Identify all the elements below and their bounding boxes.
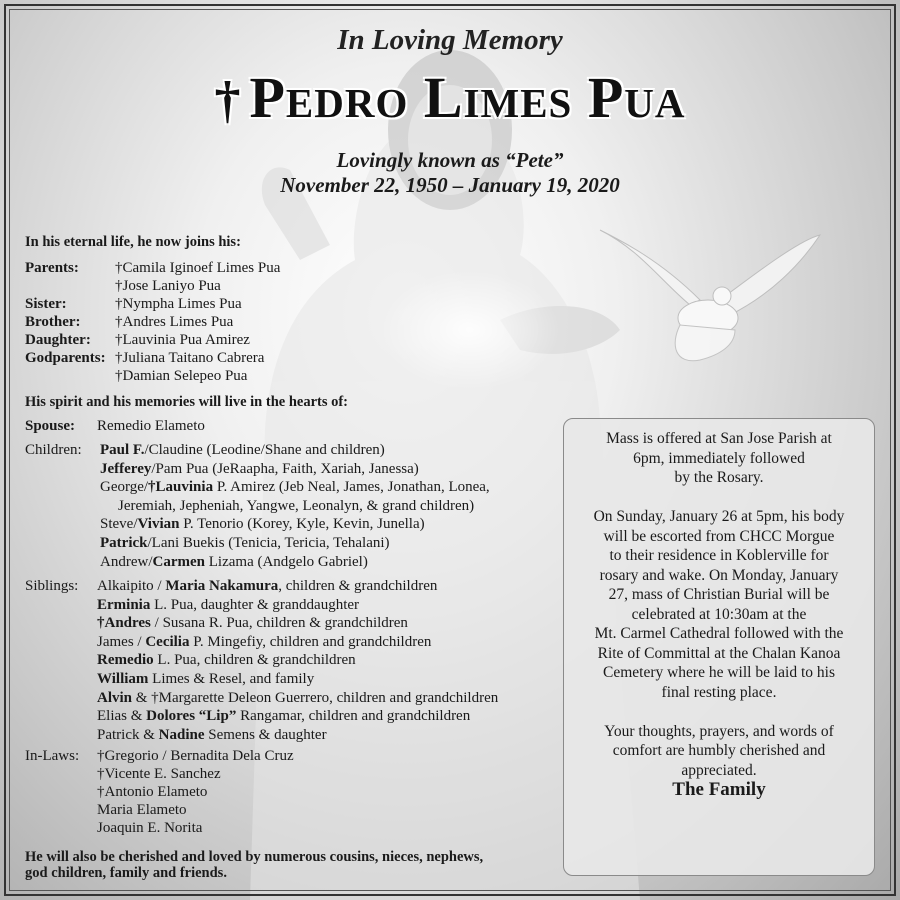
mass-para-2-line-3: to their residence in Koblerville for	[609, 547, 829, 564]
mass-para-2-line-5: 27, mass of Christian Burial will be	[608, 586, 830, 603]
spouse-name: Remedio Elameto	[97, 418, 205, 434]
daughter-label: Daughter:	[25, 332, 91, 348]
inlaw-2: †Vicente E. Sanchez	[97, 766, 221, 782]
mass-para-2-line-1: On Sunday, January 26 at 5pm, his body	[593, 508, 845, 525]
sibling-detail: Semens & daughter	[204, 726, 327, 743]
sibling-prefix: James /	[97, 633, 146, 650]
child-highlight-name: Carmen	[152, 553, 205, 570]
mass-para-3-line-2: comfort are humbly cherished and	[612, 742, 826, 759]
child-row	[100, 478, 490, 496]
child-highlight-name: †Lauvinia	[148, 479, 214, 496]
closing-line-1: He will also be cherished and loved by numerous cousins, nieces, nephews,	[25, 849, 484, 865]
mass-para-3-line-3: appreciated.	[681, 761, 757, 779]
child-detail: Jeremiah, Jepheniah, Yangwe, Leonalyn, & grand children)	[118, 497, 475, 514]
mass-para-2-line-4: rosary and wake. On Monday, January	[599, 566, 839, 584]
deceased-name-text: Pedro Limes Pua	[249, 65, 686, 130]
child-detail: /Claudine (Leodine/Shane and children)	[144, 442, 385, 458]
child-detail: P. Amirez (Jeb Neal, James, Jonathan, Lonea,	[213, 479, 490, 496]
nickname-line: Lovingly known as “Pete”	[336, 148, 564, 172]
child-detail: P. Tenorio (Korey, Kyle, Kevin, Junella)	[179, 516, 425, 533]
godparents-row	[25, 349, 264, 367]
sibling-highlight-name: Maria Nakamura	[165, 578, 279, 594]
sibling-detail: P. Mingefiy, children and grandchildren	[189, 633, 432, 650]
sibling-detail: L. Pua, daughter & granddaughter	[150, 596, 360, 613]
spouse-row	[25, 417, 205, 435]
sibling-prefix: Alkaipito /	[97, 578, 166, 594]
sibling-highlight-name: Remedio	[97, 652, 154, 669]
sibling-detail: L. Pua, children & grandchildren	[153, 652, 356, 669]
child-detail: /Lani Buekis (Tenicia, Tericia, Tehalani)	[147, 535, 390, 551]
child-row	[100, 460, 419, 478]
life-dates: November 22, 1950 – January 19, 2020	[280, 173, 620, 197]
sibling-row	[97, 670, 314, 688]
child-prefix: Steve/	[100, 516, 138, 533]
brother-name: †Andres Limes Pua	[115, 314, 234, 330]
child-prefix: Andrew/	[100, 553, 153, 570]
cross-icon: †	[214, 72, 242, 129]
sister-name: †Nympha Limes Pua	[115, 296, 242, 312]
sibling-row	[97, 577, 437, 595]
sibling-prefix: Elias &	[97, 708, 147, 725]
sibling-highlight-name: William	[97, 671, 149, 687]
daughter-name: †Lauvinia Pua Amirez	[115, 332, 250, 348]
family-signoff: The Family	[672, 779, 766, 800]
godparent-1: †Juliana Taitano Cabrera	[115, 350, 265, 366]
godparents-label: Godparents:	[25, 350, 106, 366]
child-prefix: George/	[100, 479, 149, 496]
deceased-name	[0, 64, 900, 131]
inlaw-4: Maria Elameto	[97, 802, 187, 818]
daughter-row	[25, 331, 250, 349]
in-loving-memory-title: In Loving Memory	[337, 24, 563, 56]
child-row	[100, 534, 390, 552]
sibling-row	[97, 689, 498, 707]
godparent-2: †Damian Selepeo Pua	[115, 368, 248, 384]
sibling-prefix: Patrick &	[97, 726, 159, 743]
sibling-row	[97, 707, 470, 725]
spouse-label: Spouse:	[25, 418, 76, 434]
sibling-detail: Limes & Resel, and family	[148, 671, 315, 687]
child-highlight-name: Paul F.	[100, 442, 145, 458]
mass-para-2-line-9: Cemetery where he will be laid to his	[602, 664, 835, 681]
mass-para-2-line-7: Mt. Carmel Cathedral followed with the	[594, 625, 844, 642]
sibling-highlight-name: †Andres	[97, 615, 151, 632]
mass-para-2-line-10: final resting place.	[661, 683, 777, 701]
siblings-label: Siblings:	[25, 578, 79, 594]
child-highlight-name: Vivian	[137, 516, 180, 533]
brother-label: Brother:	[25, 314, 81, 330]
service-info-box	[563, 418, 875, 876]
child-row	[118, 497, 474, 515]
child-highlight-name: Patrick	[100, 535, 148, 551]
brother-row	[25, 313, 233, 331]
sibling-row	[97, 614, 408, 632]
sibling-row	[97, 651, 356, 669]
child-row	[100, 441, 385, 459]
sibling-row	[97, 726, 327, 744]
sibling-highlight-name: Alvin	[97, 689, 133, 706]
parents-row	[25, 259, 280, 277]
mass-para-2-line-6: celebrated at 10:30am at the	[631, 605, 807, 623]
sister-label: Sister:	[25, 296, 67, 312]
children-label: Children:	[25, 442, 82, 458]
memories-heading: His spirit and his memories will live in the hearts of:	[25, 394, 349, 410]
eternal-heading: In his eternal life, he now joins his:	[25, 234, 241, 250]
mass-para-1-line-2: 6pm, immediately followed	[633, 449, 805, 467]
inlaw-1: †Gregorio / Bernadita Dela Cruz	[97, 748, 294, 764]
mass-para-3-line-1: Your thoughts, prayers, and words of	[604, 722, 834, 740]
parents-label: Parents:	[25, 260, 79, 276]
sibling-detail: , children & grandchildren	[278, 578, 438, 594]
mass-para-1-line-3: by the Rosary.	[674, 469, 764, 486]
sibling-detail: Rangamar, children and grandchildren	[236, 708, 471, 725]
child-detail: /Pam Pua (JeRaapha, Faith, Xariah, Janessa)	[151, 460, 419, 477]
child-detail: Lizama (Andgelo Gabriel)	[205, 553, 368, 570]
child-row	[100, 553, 368, 571]
sibling-row	[97, 633, 431, 651]
child-highlight-name: Jefferey	[100, 460, 152, 477]
sibling-detail: / Susana R. Pua, children & grandchildren	[150, 615, 408, 632]
mass-para-2-line-2: will be escorted from CHCC Morgue	[603, 527, 835, 545]
sibling-detail: & †Margarette Deleon Guerrero, children and grandchildren	[132, 689, 499, 706]
child-row	[100, 515, 425, 533]
inlaws-label: In-Laws:	[25, 748, 80, 764]
sister-row	[25, 295, 242, 313]
sibling-row	[97, 596, 359, 614]
sibling-highlight-name: Dolores “Lip”	[146, 708, 237, 725]
mass-para-2-line-8: Rite of Committal at the Chalan Kanoa	[597, 644, 841, 662]
dove-icon	[600, 230, 820, 361]
parent-1: †Camila Iginoef Limes Pua	[115, 260, 281, 276]
sibling-highlight-name: Nadine	[158, 726, 205, 743]
sibling-highlight-name: Erminia	[97, 596, 151, 613]
mass-para-1-line-1: Mass is offered at San Jose Parish at	[606, 430, 832, 447]
parent-2: †Jose Laniyo Pua	[115, 278, 221, 294]
inlaw-3: †Antonio Elameto	[97, 784, 208, 800]
closing-line-2: god children, family and friends.	[25, 865, 227, 881]
sibling-highlight-name: Cecilia	[145, 633, 190, 650]
inlaw-5: Joaquin E. Norita	[97, 820, 203, 836]
